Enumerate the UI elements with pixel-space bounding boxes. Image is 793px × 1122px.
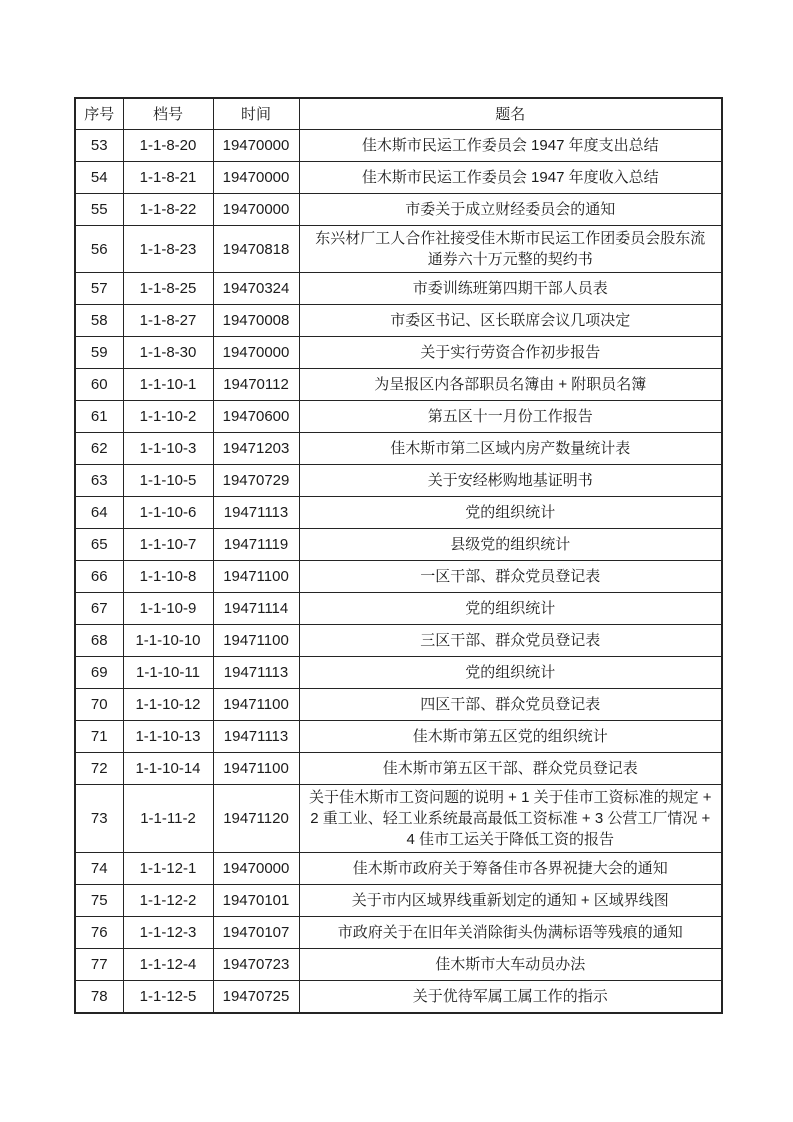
serial-number-cell: 56 (75, 226, 123, 273)
title-cell: 关于优待军属工属工作的指示 (299, 981, 722, 1014)
file-number-cell: 1-1-10-8 (123, 561, 213, 593)
title-cell: 佳木斯市第二区域内房产数量统计表 (299, 433, 722, 465)
serial-number-cell: 74 (75, 853, 123, 885)
serial-number-cell: 71 (75, 721, 123, 753)
file-number-cell: 1-1-10-1 (123, 369, 213, 401)
file-number-cell: 1-1-12-4 (123, 949, 213, 981)
column-header-date: 时间 (213, 98, 299, 130)
title-cell: 关于市内区域界线重新划定的通知 + 区域界线图 (299, 885, 722, 917)
title-cell: 市委区书记、区长联席会议几项决定 (299, 305, 722, 337)
table-row (75, 194, 722, 226)
date-cell: 19470818 (213, 226, 299, 273)
file-number-cell: 1-1-8-22 (123, 194, 213, 226)
file-number-cell: 1-1-8-21 (123, 162, 213, 194)
serial-number-cell: 76 (75, 917, 123, 949)
table-row (75, 369, 722, 401)
date-cell: 19471120 (213, 785, 299, 853)
title-cell: 东兴材厂工人合作社接受佳木斯市民运工作团委员会股东流通券六十万元整的契约书 (299, 226, 722, 273)
date-cell: 19470729 (213, 465, 299, 497)
serial-number-cell: 70 (75, 689, 123, 721)
date-cell: 19470101 (213, 885, 299, 917)
serial-number-cell: 58 (75, 305, 123, 337)
serial-number-cell: 68 (75, 625, 123, 657)
column-header-title: 题名 (299, 98, 722, 130)
table-row (75, 162, 722, 194)
file-number-cell: 1-1-10-2 (123, 401, 213, 433)
title-cell: 佳木斯市第五区党的组织统计 (299, 721, 722, 753)
file-number-cell: 1-1-10-9 (123, 593, 213, 625)
date-cell: 19470324 (213, 273, 299, 305)
table-row (75, 130, 722, 162)
title-cell: 关于安经彬购地基证明书 (299, 465, 722, 497)
date-cell: 19470725 (213, 981, 299, 1014)
table-row (75, 401, 722, 433)
serial-number-cell: 63 (75, 465, 123, 497)
serial-number-cell: 54 (75, 162, 123, 194)
date-cell: 19470000 (213, 194, 299, 226)
title-cell: 党的组织统计 (299, 593, 722, 625)
serial-number-cell: 73 (75, 785, 123, 853)
date-cell: 19470000 (213, 853, 299, 885)
date-cell: 19470723 (213, 949, 299, 981)
date-cell: 19470000 (213, 337, 299, 369)
date-cell: 19470000 (213, 130, 299, 162)
table-row (75, 305, 722, 337)
table-row (75, 917, 722, 949)
table-row (75, 785, 722, 853)
serial-number-cell: 78 (75, 981, 123, 1014)
file-number-cell: 1-1-10-7 (123, 529, 213, 561)
title-cell: 市委关于成立财经委员会的通知 (299, 194, 722, 226)
serial-number-cell: 57 (75, 273, 123, 305)
file-number-cell: 1-1-10-13 (123, 721, 213, 753)
title-cell: 佳木斯市大车动员办法 (299, 949, 722, 981)
date-cell: 19471113 (213, 721, 299, 753)
serial-number-cell: 60 (75, 369, 123, 401)
date-cell: 19471100 (213, 561, 299, 593)
date-cell: 19471113 (213, 657, 299, 689)
date-cell: 19471203 (213, 433, 299, 465)
file-number-cell: 1-1-10-3 (123, 433, 213, 465)
serial-number-cell: 53 (75, 130, 123, 162)
table-row (75, 497, 722, 529)
table-row (75, 625, 722, 657)
serial-number-cell: 55 (75, 194, 123, 226)
file-number-cell: 1-1-8-23 (123, 226, 213, 273)
date-cell: 19470107 (213, 917, 299, 949)
title-cell: 一区干部、群众党员登记表 (299, 561, 722, 593)
title-cell: 第五区十一月份工作报告 (299, 401, 722, 433)
table-row (75, 981, 722, 1014)
file-number-cell: 1-1-8-30 (123, 337, 213, 369)
title-cell: 市政府关于在旧年关消除街头伪满标语等残痕的通知 (299, 917, 722, 949)
serial-number-cell: 65 (75, 529, 123, 561)
table-row (75, 689, 722, 721)
title-cell: 党的组织统计 (299, 657, 722, 689)
title-cell: 佳木斯市政府关于筹备佳市各界祝捷大会的通知 (299, 853, 722, 885)
title-cell: 佳木斯市第五区干部、群众党员登记表 (299, 753, 722, 785)
date-cell: 19471100 (213, 753, 299, 785)
title-cell: 四区干部、群众党员登记表 (299, 689, 722, 721)
table-row (75, 853, 722, 885)
serial-number-cell: 62 (75, 433, 123, 465)
table-row (75, 721, 722, 753)
date-cell: 19470600 (213, 401, 299, 433)
date-cell: 19470112 (213, 369, 299, 401)
date-cell: 19471119 (213, 529, 299, 561)
table-row (75, 337, 722, 369)
table-row (75, 885, 722, 917)
file-number-cell: 1-1-10-12 (123, 689, 213, 721)
table-header (75, 98, 722, 130)
serial-number-cell: 67 (75, 593, 123, 625)
serial-number-cell: 75 (75, 885, 123, 917)
table-row (75, 949, 722, 981)
file-number-cell: 1-1-8-25 (123, 273, 213, 305)
date-cell: 19471100 (213, 689, 299, 721)
column-header-file_no: 档号 (123, 98, 213, 130)
file-number-cell: 1-1-10-5 (123, 465, 213, 497)
title-cell: 为呈报区内各部职员名簿由 + 附职员名簿 (299, 369, 722, 401)
file-number-cell: 1-1-10-11 (123, 657, 213, 689)
archive-index-table (74, 97, 723, 1014)
header-row (75, 98, 722, 130)
table-row (75, 753, 722, 785)
file-number-cell: 1-1-12-3 (123, 917, 213, 949)
title-cell: 三区干部、群众党员登记表 (299, 625, 722, 657)
serial-number-cell: 69 (75, 657, 123, 689)
table-row (75, 273, 722, 305)
serial-number-cell: 66 (75, 561, 123, 593)
file-number-cell: 1-1-8-20 (123, 130, 213, 162)
table-row (75, 657, 722, 689)
serial-number-cell: 61 (75, 401, 123, 433)
title-cell: 关于佳木斯市工资问题的说明 + 1 关于佳市工资标准的规定 + 2 重工业、轻工业系统最高最低工资标准 + 3 公营工厂情况 + 4 佳市工运关于降低工资的报告 (299, 785, 722, 853)
file-number-cell: 1-1-12-1 (123, 853, 213, 885)
file-number-cell: 1-1-11-2 (123, 785, 213, 853)
column-header-no: 序号 (75, 98, 123, 130)
serial-number-cell: 77 (75, 949, 123, 981)
title-cell: 关于实行劳资合作初步报告 (299, 337, 722, 369)
table-row (75, 433, 722, 465)
title-cell: 市委训练班第四期干部人员表 (299, 273, 722, 305)
title-cell: 县级党的组织统计 (299, 529, 722, 561)
table-row (75, 561, 722, 593)
file-number-cell: 1-1-12-2 (123, 885, 213, 917)
table-row (75, 593, 722, 625)
date-cell: 19470008 (213, 305, 299, 337)
date-cell: 19470000 (213, 162, 299, 194)
file-number-cell: 1-1-8-27 (123, 305, 213, 337)
serial-number-cell: 72 (75, 753, 123, 785)
date-cell: 19471113 (213, 497, 299, 529)
file-number-cell: 1-1-12-5 (123, 981, 213, 1014)
file-number-cell: 1-1-10-10 (123, 625, 213, 657)
file-number-cell: 1-1-10-6 (123, 497, 213, 529)
table-row (75, 529, 722, 561)
table-row (75, 465, 722, 497)
title-cell: 佳木斯市民运工作委员会 1947 年度支出总结 (299, 130, 722, 162)
serial-number-cell: 59 (75, 337, 123, 369)
date-cell: 19471114 (213, 593, 299, 625)
title-cell: 党的组织统计 (299, 497, 722, 529)
serial-number-cell: 64 (75, 497, 123, 529)
file-number-cell: 1-1-10-14 (123, 753, 213, 785)
table-body (75, 130, 722, 1014)
table-row (75, 226, 722, 273)
date-cell: 19471100 (213, 625, 299, 657)
title-cell: 佳木斯市民运工作委员会 1947 年度收入总结 (299, 162, 722, 194)
